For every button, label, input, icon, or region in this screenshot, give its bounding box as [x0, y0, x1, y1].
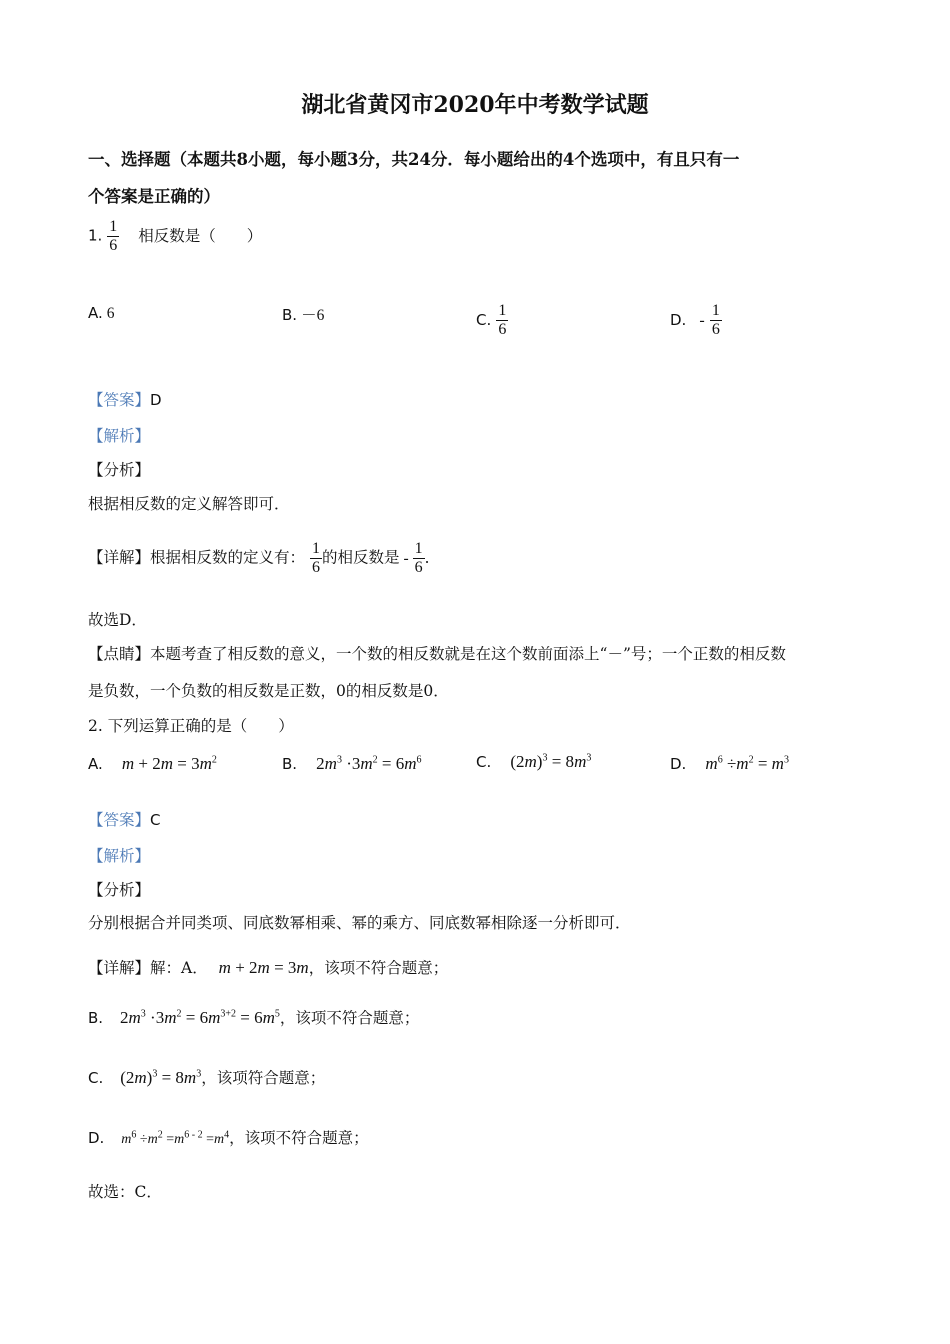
q1-stem [88, 218, 262, 255]
q2-detail-c: C. $(2m)^3 = 8m^3$，该项符合题意； [88, 1068, 326, 1087]
q1-fraction: $\frac{1}{6}$ [109, 218, 118, 254]
q1-option-a: A. 6 [88, 304, 115, 322]
q2-stem: 2. 下列运算正确的是（ ） [88, 717, 294, 735]
q2-choose: 故选：C． [88, 1183, 162, 1201]
q1-choose: 故选D． [88, 611, 147, 629]
q1-option-c-fraction: $\frac{1}{6}$ [498, 302, 507, 338]
q1-detail-fraction-1: $\frac{1}{6}$ [311, 540, 320, 576]
q2-fenxi-tag: 【分析】 [88, 881, 151, 899]
q2-detail-a-formula: m + 2m = 3m [218, 958, 309, 977]
q2-option-c-formula: $(2m)^3 = 8m^3$ [510, 752, 592, 771]
q2-option-b: B. $2m^3 \cdot 3m^2 = 6m^6$ [282, 754, 422, 773]
q2-option-d-formula: $m^6 \div m^2 = m^3$ [705, 754, 789, 773]
q2-detail-d: D. $m^6 \div m^2 =m^{6 - 2} =m^4$，该项不符合题意； [88, 1129, 369, 1147]
q2-detail-c-formula: $(2m)^3 = 8m^3$ [120, 1068, 202, 1087]
section-heading-line2: 个答案是正确的） [88, 187, 220, 206]
q2-analysis-tag: 【解析】 [88, 847, 151, 865]
q1-option-c: C. $\frac{1}{6}$ [476, 302, 507, 338]
q1-fenxi: 根据相反数的定义解答即可． [88, 495, 290, 513]
q1-analysis-tag: 【解析】 [88, 427, 151, 445]
q2-option-a-formula: $m + 2m = 3m^2$ [121, 754, 217, 773]
q2-option-c: C. $(2m)^3 = 8m^3$ [476, 752, 592, 771]
q1-option-b: B. －6 [282, 306, 325, 324]
q1-comment-line1: 【点睛】本题考查了相反数的意义，一个数的相反数就是在这个数前面添上“－”号；一个正数的相反数 [88, 645, 786, 663]
q2-answer: 【答案】C [88, 811, 161, 829]
q2-detail-b: B. $2m^3 \cdot 3m^2 = 6m^{3+2} = 6m^5$，该项不符合题意； [88, 1008, 420, 1027]
q2-detail-a: 【详解】解：A． m + 2m = 3m，该项不符合题意； [88, 958, 449, 977]
q2-detail-d-formula: $m^6 \div m^2 =m^{6 - 2} =m^4$ [121, 1129, 230, 1147]
q1-fenxi-tag: 【分析】 [88, 461, 151, 479]
section-heading-line1: 一、选择题（本题共8小题，每小题3分，共24分．每小题给出的4个选项中，有且只有一 [88, 150, 740, 169]
q2-detail-b-formula: $2m^3 \cdot 3m^2 = 6m^{3+2} = 6m^5$ [120, 1008, 280, 1027]
q1-stem-text: 相反数是（ ） [138, 226, 263, 245]
q2-option-b-formula: $2m^3 \cdot 3m^2 = 6m^6$ [316, 754, 422, 773]
q1-option-d-fraction: $\frac{1}{6}$ [711, 302, 720, 338]
q1-detail-fraction-2: $\frac{1}{6}$ [414, 540, 423, 576]
q2-option-a: A. $m + 2m = 3m^2$ [88, 754, 217, 773]
q1-detail: 【详解】根据相反数的定义有： $\frac{1}{6}$ 的相反数是 - $\frac{1}{6}$ ． [88, 540, 441, 576]
page-title: 湖北省黄冈市2020年中考数学试题 [301, 92, 649, 118]
q1-option-d: D. - $\frac{1}{6}$ [670, 302, 720, 338]
q1-answer: 【答案】D [88, 391, 162, 409]
q2-option-d: D. $m^6 \div m^2 = m^3$ [670, 754, 789, 773]
q2-fenxi: 分别根据合并同类项、同底数幂相乘、幂的乘方、同底数幂相除逐一分析即可． [88, 914, 631, 932]
q1-comment-line2: 是负数，一个负数的相反数是正数，0的相反数是0． [88, 682, 449, 700]
q1-number: 1. [88, 226, 103, 245]
